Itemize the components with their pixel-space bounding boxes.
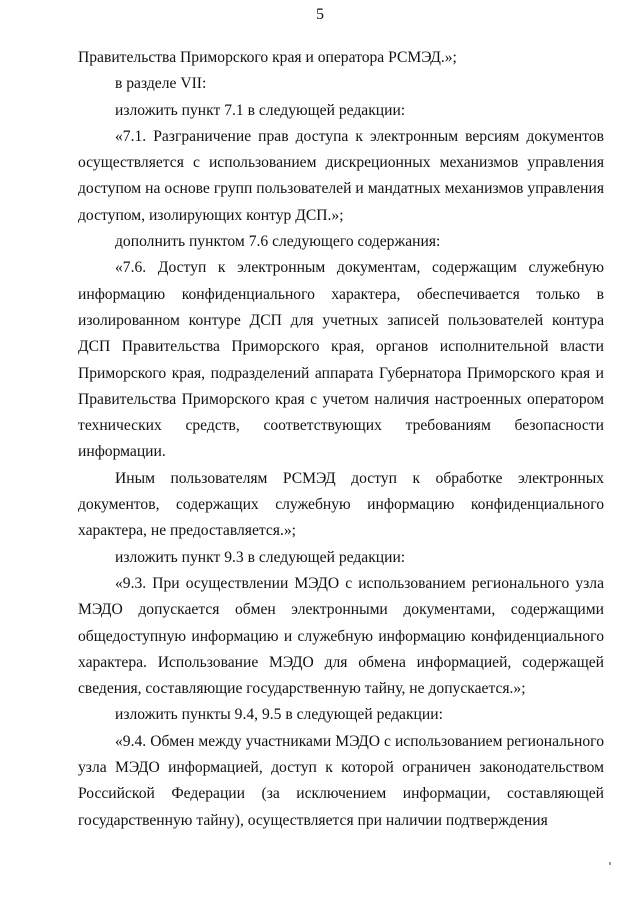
page-number: 5: [316, 6, 324, 23]
scan-mark: [609, 862, 611, 865]
paragraph-continuation: Правительства Приморского края и оператора РСМЭД.»;: [78, 49, 457, 66]
paragraph-clause-9-4: «9.4. Обмен между участниками МЭДО с использованием регионального узла МЭДО информацией, доступ к которой ограничен законодательством Российской Федерации (за исключением информации, составляющей государственную тайну), осуществляется при наличии подтверждения: [78, 732, 604, 829]
paragraph-clause-9-3: «9.3. При осуществлении МЭДО с использованием регионального узла МЭДО допускается обмен электронными документами, содержащими общедоступную информацию и служебную информацию конфиденциального характера. Использование МЭДО для обмена информацией, содержащей сведения, составляющие государственную тайну, не допускается.»;: [78, 574, 604, 698]
paragraph-section-vii: в разделе VII:: [115, 75, 207, 93]
paragraph-clause-7-1: «7.1. Разграничение прав доступа к электронным версиям документов осуществляется с использованием дискреционных механизмов управления доступом на основе групп пользователей и мандатных механизмов управления доступом, изолирующих контур ДСП.»;: [78, 127, 604, 224]
document-body: [78, 45, 604, 834]
paragraph-amend-9-3: изложить пункт 9.3 в следующей редакции:: [115, 548, 406, 566]
paragraph-amend-9-4-9-5: изложить пункты 9.4, 9.5 в следующей редакции:: [115, 706, 443, 724]
paragraph-amend-7-1: изложить пункт 7.1 в следующей редакции:: [115, 101, 406, 119]
paragraph-other-users: Иным пользователям РСМЭД доступ к обработке электронных документов, содержащих служебную информацию конфиденциального характера, не предоставляется.»;: [78, 469, 604, 540]
paragraph-clause-7-6: «7.6. Доступ к электронным документам, содержащим служебную информацию конфиденциального характера, обеспечивается только в изолированном контуре ДСП для учетных записей пользователей контура ДСП Правительства Приморского края, органов исполнительной власти Приморского края, подразделений аппарата Губернатора Приморского края и Правительства Приморского края с учетом наличия настроенных оператором технических средств, соответствующих требованиям безопасности информации.: [78, 259, 604, 461]
paragraph-add-7-6: дополнить пунктом 7.6 следующего содержания:: [115, 233, 441, 251]
